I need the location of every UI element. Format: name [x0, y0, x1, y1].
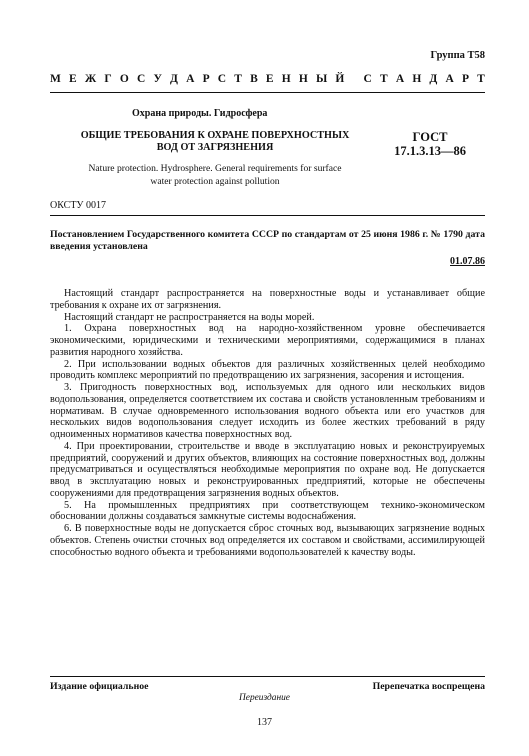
heading-letter: Р [461, 73, 469, 85]
heading-letter: С [217, 73, 227, 85]
body-paragraph: Настоящий стандарт распространяется на поверхностные воды и устанавливает общие требования к охране их от загрязнения. [50, 288, 485, 311]
heading-letter: Н [281, 73, 291, 85]
english-title-line-1: Nature protection. Hydrosphere. General requirements for surface [88, 163, 342, 174]
heading-letter: Е [69, 73, 77, 85]
gost-label: ГОСТ [412, 130, 448, 144]
heading-letter: М [50, 73, 61, 85]
body-paragraph: 3. Пригодность поверхностных вод, используемых для одного или нескольких видов водопользования, определяется соответствием их состава и свойств установленным требованиям и нормативам. В случае одновременного использования водного объекта или его участков для нескольких видов водопользования следует исходить из более жестких требований в ряду одноименных нормативов качества поверхностных вод. [50, 382, 485, 440]
heading-letter: Д [170, 73, 178, 85]
heading-letter: Й [335, 73, 345, 85]
heading-gap [353, 73, 356, 85]
heading-letter: Ж [84, 73, 97, 85]
heading-letter: Н [298, 73, 308, 85]
page-number: 137 [257, 717, 272, 728]
group-code: Группа Т58 [430, 50, 485, 61]
heading-letter: Н [412, 73, 422, 85]
body-paragraph: Настоящий стандарт не распространяется на воды морей. [64, 311, 315, 323]
effective-date: 01.07.86 [450, 256, 485, 267]
oksty-rule [50, 215, 485, 216]
reissue-label: Переиздание [239, 693, 290, 703]
body-paragraph: 2. При использовании водных объектов для различных хозяйственных целей необходимо проводить комплекс мероприятий по предотвращению их загрязнения, засорения и истощения. [50, 358, 485, 382]
gost-designation [385, 131, 475, 158]
heading-letter: О [119, 73, 129, 85]
heading-letter: С [136, 73, 146, 85]
heading-letter: А [445, 73, 454, 85]
standard-subject: Охрана природы. Гидросфера [132, 108, 268, 119]
header-rule [50, 92, 485, 93]
heading-letter: Е [265, 73, 274, 85]
heading-letter: В [250, 73, 258, 85]
body-paragraph: 5. На промышленных предприятиях при соответствующем технико-экономическом обосновании должны создаваться замкнутые системы водоснабжения. [50, 499, 485, 523]
heading-letter: Г [104, 73, 112, 85]
heading-letter: Р [202, 73, 210, 85]
body-paragraph: 4. При проектировании, строительстве и вводе в эксплуатацию новых и реконструируемых предприятий, сооружений и других объектов, влияющих на состояние поверхностных вод, должны предусматриваться и осуществляться необходимые мероприятия по охране вод. Не допускается ввод в эксплуатацию новых и реконструированных предприятий, которые не обеспечены сооружениями для предотвращения загрязнения водных объектов. [50, 440, 485, 499]
reprint-forbidden-label: Перепечатка воспрещена [372, 681, 485, 692]
standard-body [50, 288, 485, 558]
decree-text: Постановлением Государственного комитета СССР по стандартам от 25 июня 1986 г. № 1790 дата введения установлена [50, 229, 485, 252]
english-title [50, 163, 380, 188]
heading-letter: Ы [315, 73, 328, 85]
gost-number: 17.1.3.13—86 [394, 143, 466, 158]
heading-letter: Д [429, 73, 438, 85]
footer-rule [50, 676, 485, 677]
english-title-line-2: water protection against pollution [150, 175, 280, 187]
body-paragraph: 1. Охрана поверхностных вод на народно-хозяйственном уровне обеспечивается экономическими, юридическими и техническими мероприятиями, содержащимися в планах развития народного хозяйства. [50, 323, 485, 358]
heading-letter: У [153, 73, 162, 85]
title-line-2: ВОД ОТ ЗАГРЯЗНЕНИЯ [156, 142, 274, 153]
heading-letter: А [395, 73, 405, 85]
standard-title [50, 130, 380, 154]
heading-letter: Т [234, 73, 242, 85]
title-line-1: ОБЩИЕ ТРЕБОВАНИЯ К ОХРАНЕ ПОВЕРХНОСТНЫХ [80, 130, 350, 141]
heading-letter: А [186, 73, 195, 85]
body-paragraph: 6. В поверхностные воды не допускается сброс сточных вод, вызывающих загрязнение водных объектов. Степень очистки сточных вод определяется их составом и свойствами, ассимилирующей способностью водного объекта и требованиями водопользователей к качеству воды. [50, 523, 485, 558]
oksty-code: ОКСТУ 0017 [50, 200, 107, 211]
heading-letter: Т [477, 73, 485, 85]
heading-letter: С [363, 73, 372, 85]
heading-letter: Т [380, 73, 388, 85]
official-edition-label: Издание официальное [50, 681, 149, 692]
interstate-standard-heading [50, 73, 485, 85]
